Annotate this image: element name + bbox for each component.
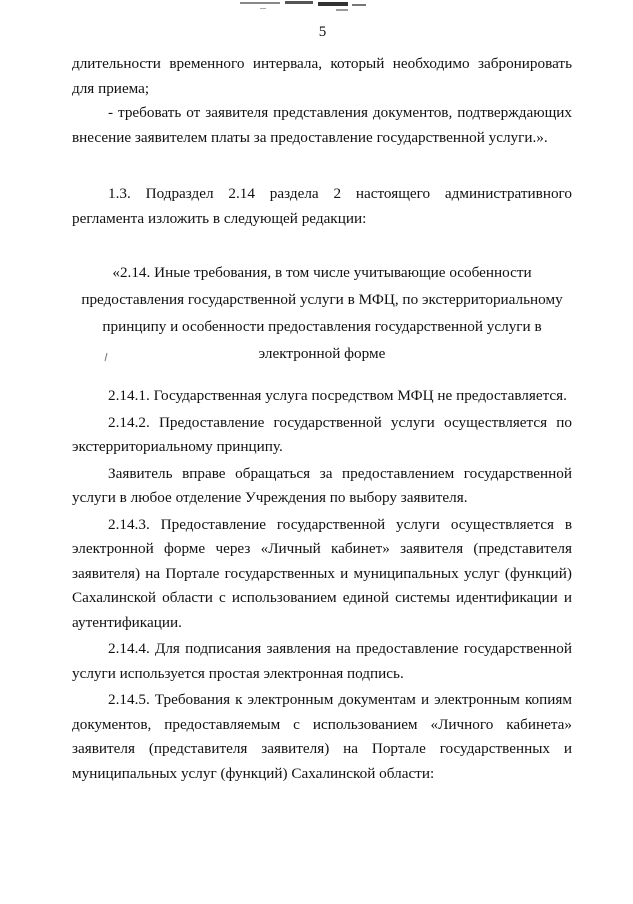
paragraph: 2.14.3. Предоставление государственной услуги осуществляется в электронной форме через «Личный кабинет» заявителя (представителя заявителя) на Портале государственных и муниципальных услуг (функций) Сахалинской области с использованием единой системы идентификации и аутентификации. — [72, 515, 572, 631]
paragraph: - требовать от заявителя представления документов, подтверждающих внесение заявителем платы за предоставление государственной услуги.». — [72, 104, 572, 146]
scan-artifact — [240, 0, 370, 14]
section-heading: «2.14. Иные требования, в том числе учитывающие особенности предоставления государственной услуги в МФЦ, по экстерриториальному принципу и особенности предоставления государственной услуги в электронной форме — [81, 264, 563, 362]
paragraph: 1.3. Подраздел 2.14 раздела 2 настоящего административного регламента изложить в следующей редакции: — [72, 185, 572, 227]
page-number: 5 — [318, 24, 327, 40]
paragraph: 2.14.4. Для подписания заявления на предоставление государственной услуги используется простая электронная подпись. — [72, 640, 572, 682]
paragraph: Заявитель вправе обращаться за предоставлением государственной услуги в любое отделение Учреждения по выбору заявителя. — [72, 464, 572, 506]
paragraph: 2.14.2. Предоставление государственной услуги осуществляется по экстерриториальному принципу. — [72, 413, 572, 455]
paragraph: 2.14.1. Государственная услуга посредством МФЦ не предоставляется. — [108, 387, 567, 404]
paragraph: длительности временного интервала, который необходимо забронировать для приема; — [72, 55, 572, 97]
document-body — [72, 52, 572, 786]
scan-speck — [104, 352, 110, 362]
paragraph: 2.14.5. Требования к электронным документам и электронным копиям документов, предоставляемым с использованием «Личного кабинета» заявителя (представителя заявителя) на Портале государственных и муниципальных услуг (функций) Сахалинской области: — [72, 691, 572, 782]
